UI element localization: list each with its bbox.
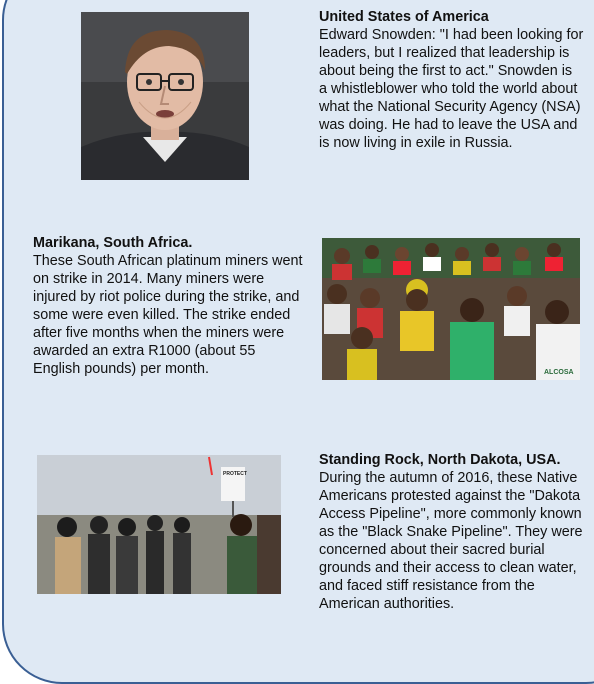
- item-title: United States of America: [319, 9, 489, 25]
- miners-photo: [322, 238, 580, 380]
- standing-rock-photo: [37, 455, 281, 594]
- miners-banner-text: ALCOSA: [544, 369, 574, 376]
- item-standing-rock: [319, 451, 589, 613]
- item-usa: [319, 8, 584, 152]
- item-text: Edward Snowden: "I had been looking for leaders, but I realized that leadership is about being the first to act." Snowden is a whistleblower who told the world about what the National Security Agency (NSA) was doing. He had to leave the USA and is now living in exile in Russia.: [319, 27, 584, 151]
- item-marikana: [33, 234, 305, 378]
- item-text: These South African platinum miners went on strike in 2014. Many miners were injured by riot police during the strike, and some were even killed. The strike ended after five months when the miners were awarded an extra R1000 (about 55 English pounds) per month.: [33, 253, 303, 377]
- protest-sign-text: PROTECT: [223, 471, 247, 477]
- snowden-photo: [81, 12, 249, 180]
- item-title: Marikana, South Africa.: [33, 235, 193, 251]
- item-text: During the autumn of 2016, these Native Americans protested against the "Dakota Access Pipeline", more commonly known as the "Black Snake Pipeline". They were concerned about their sacred burial grounds and their access to clean water, and faced stiff resistance from the American authorities.: [319, 470, 583, 612]
- item-title: Standing Rock, North Dakota, USA.: [319, 452, 561, 468]
